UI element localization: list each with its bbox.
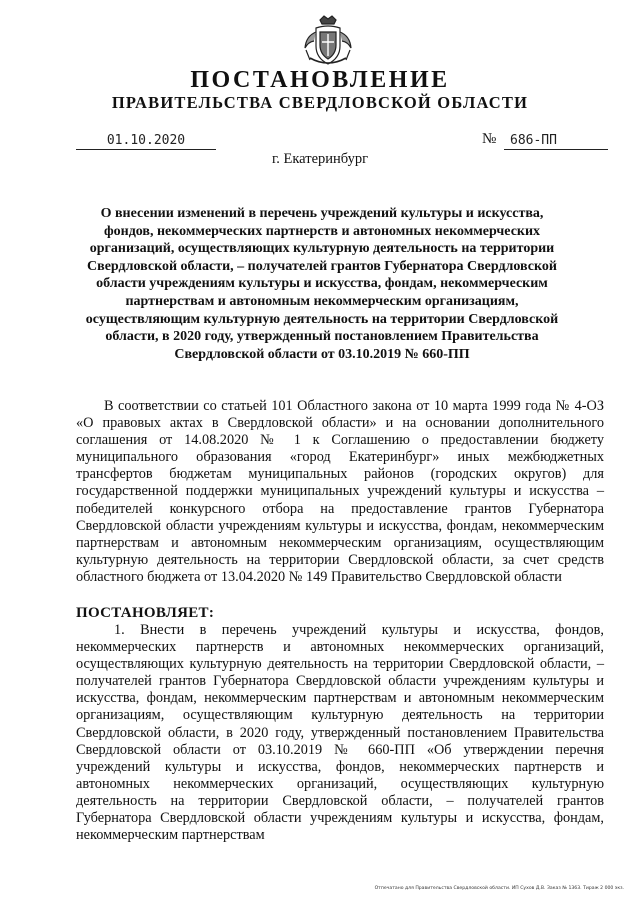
document-number: 686-ПП xyxy=(504,133,608,150)
coat-of-arms-icon xyxy=(300,14,356,70)
resolves-heading: ПОСТАНОВЛЯЕТ: xyxy=(76,605,215,621)
city-line: г. Екатеринбург xyxy=(271,151,369,167)
issuer-heading: ПРАВИТЕЛЬСТВА СВЕРДЛОВСКОЙ ОБЛАСТИ xyxy=(111,93,529,112)
document-title: О внесении изменений в перечень учреждений культуры и искусства, фондов, некоммерческих партнерств и автономных некоммерческих организаций, осуществляющих культурную деятельность на территории Свердловской области, – получателей грантов Губернатора Свердловской области учреждениям культуры и искусства, фондам, некоммерческим партнерствам и автономным некоммерческим организациям, осуществляющим культурную деятельность на территории Свердловской области, в 2020 году, утвержденный постановлением Правительства Свердловской области от 03.10.2019 № 660-ПП xyxy=(85,206,559,362)
document-type-heading: ПОСТАНОВЛЕНИЕ xyxy=(190,67,450,93)
preamble-paragraph: В соответствии со статьей 101 Областного закона от 10 марта 1999 года № 4-ОЗ «О правовых актах в Свердловской области» и на основании дополнительного соглашения от 14.08.2020 № 1 к Соглашению о предоставлении бюджету муниципального образования «город Екатеринбург» иных межбюджетных трансфертов бюджетам муниципальных районов (городских округов) для государственной поддержки муниципальных учреждений культуры и искусства – победителей конкурсного отбора на предоставление грантов Губернатора Свердловской области учреждениям культуры и искусства, фондам, некоммерческим партнерствам и автономным некоммерческим организациям, осуществляющим культурную деятельность на территории Свердловской области, за счет средств областного бюджета от 13.04.2020 № 149 Правительство Свердловской области xyxy=(76,398,604,585)
number-label: № xyxy=(482,131,497,147)
document-date: 01.10.2020 xyxy=(76,133,216,150)
item-1-paragraph: 1. Внести в перечень учреждений культуры и искусства, фондов, некоммерческих партнерств и автономных некоммерческих организаций, осуществляющих культурную деятельность на территории Свердловской области, – получателей грантов Губернатора Свердловской области учреждениям культуры и искусства, фондам, некоммерческим партнерствам и автономным некоммерческим организациям, осуществляющим культурную деятельность на территории Свердловской области, в 2020 году, утвержденный постановлением Правительства Свердловской области от 03.10.2019 № 660-ПП «Об утверждении перечня учреждений культуры и искусства, фондов, некоммерческих партнерств и автономных некоммерческих организаций, осуществляющих культурную деятельность на территории Свердловской области, – получателей грантов Губернатора Свердловской области учреждениям культуры и искусства, фондам, некоммерческим партнерствам xyxy=(76,622,604,844)
print-imprint: Отпечатано для Правительства Свердловской области. ИП Сухов Д.В. Заказ № 1363. Тираж 2 000 экз. xyxy=(374,886,624,891)
